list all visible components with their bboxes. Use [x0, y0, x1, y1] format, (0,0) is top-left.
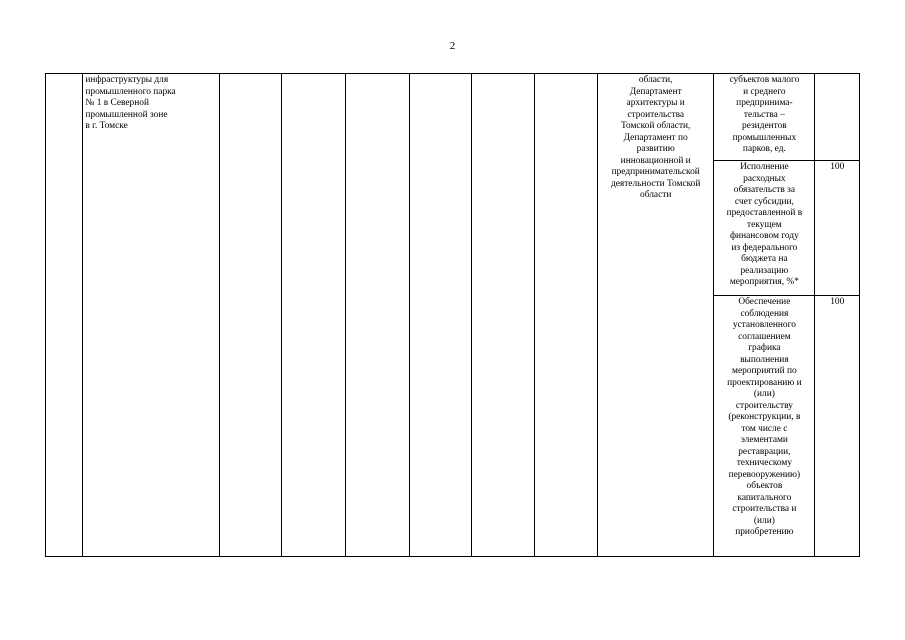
indicator-value-text: 100: [830, 162, 845, 172]
indicator-name-text: Обеспечение соблюдения установленного соглашением графика выполнения мероприятий по проектированию и (или) строительству (реконструкции, в том числе с элементами реставрации, техническому перевооружению) объектов капитального строительства и (или) приобретению: [727, 297, 802, 537]
object-name-text: инфраструктуры для промышленного парка № 1 в Северной промышленной зоне в г. Томске: [85, 75, 176, 131]
empty-cell: [409, 74, 471, 557]
indicator-value-cell: [815, 74, 860, 161]
empty-cell: [281, 74, 346, 557]
indicator-value-text: 100: [830, 297, 845, 307]
indicator-name-cell: [714, 74, 815, 161]
indicator-name-text: субъектов малого и среднего предпринима- тельства – резидентов промышленных парков, ед.: [729, 75, 800, 154]
executors-cell: [598, 74, 714, 557]
empty-cell: [346, 74, 410, 557]
empty-cell: [219, 74, 281, 557]
executors-text: области, Департамент архитектуры и строительства Томской области, Департамент по развитию инновационной и предпринимательской деятельности Томской области: [610, 75, 701, 200]
indicator-name-cell: [714, 161, 815, 296]
indicator-name-cell: [714, 296, 815, 557]
indicator-name-text: Исполнение расходных обязательств за счет субсидии, предоставленной в текущем финансовом году из федерального бюджета на реализацию мероприятия, %*: [726, 162, 803, 287]
object-name-cell: [83, 74, 220, 557]
empty-cell: [535, 74, 598, 557]
indicator-value-cell: [815, 296, 860, 557]
document-table: [45, 73, 860, 557]
table-row: [46, 74, 860, 161]
empty-cell: [471, 74, 535, 557]
number-cell: [46, 74, 83, 557]
page-number: 2: [449, 40, 456, 52]
indicator-value-cell: [815, 161, 860, 296]
